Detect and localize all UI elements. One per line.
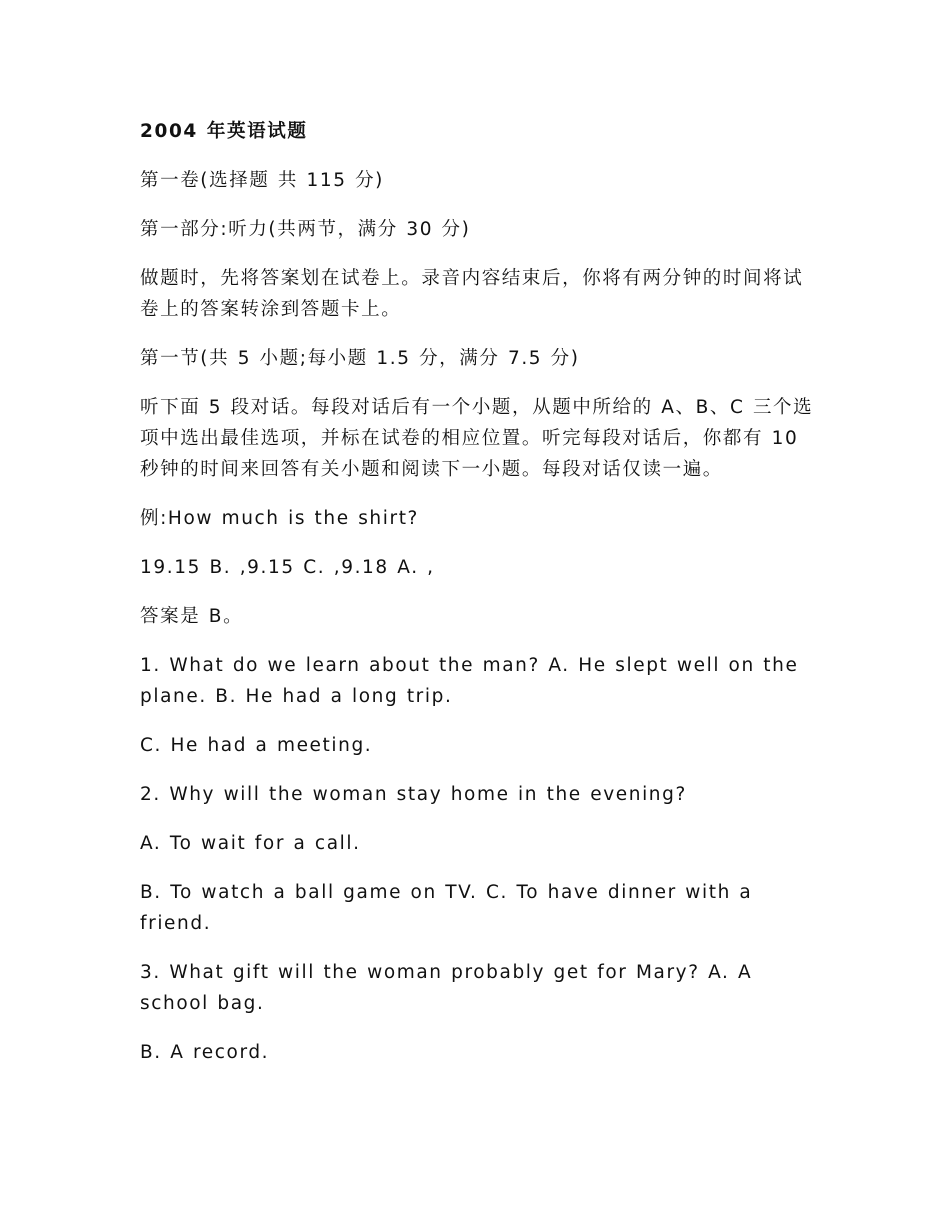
question-1-option-c: C. He had a meeting. (140, 735, 373, 756)
question-3-option-b: B. A record. (140, 1042, 270, 1063)
instruction-paragraph: 做题时，先将答案划在试卷上。录音内容结束后，你将有两分钟的时间将试卷上的答案转涂到答题卡上。 (140, 268, 804, 320)
example-answer: 答案是 B。 (140, 606, 244, 627)
question-3: 3. What gift will the woman probably get for Mary? A. A school bag. (140, 962, 753, 1014)
example-question: 例:How much is the shirt? (140, 508, 419, 529)
document-title: 2004 年英语试题 (140, 121, 308, 142)
document-page (140, 116, 820, 1086)
question-2-option-a: A. To wait for a call. (140, 833, 361, 854)
question-2-options-b-c: B. To watch a ball game on TV. C. To have dinner with a friend. (140, 882, 753, 934)
listening-instructions: 听下面 5 段对话。每段对话后有一个小题，从题中所给的 A、B、C 三个选项中选出最佳选项，并标在试卷的相应位置。听完每段对话后，你都有 10 秒钟的时间来回答有关小题和阅读下一小题。每段对话仅读一遍。 (140, 397, 814, 480)
question-2: 2. Why will the woman stay home in the evening? (140, 784, 687, 805)
section-subpart-heading: 第一节(共 5 小题;每小题 1.5 分，满分 7.5 分) (140, 348, 580, 369)
section-volume-heading: 第一卷(选择题 共 115 分) (140, 170, 384, 191)
section-part-heading: 第一部分:听力(共两节，满分 30 分) (140, 219, 471, 240)
example-options: 19.15 B. ,9.15 C. ,9.18 A. , (140, 557, 435, 578)
question-1: 1. What do we learn about the man? A. He slept well on the plane. B. He had a long trip. (140, 655, 799, 707)
